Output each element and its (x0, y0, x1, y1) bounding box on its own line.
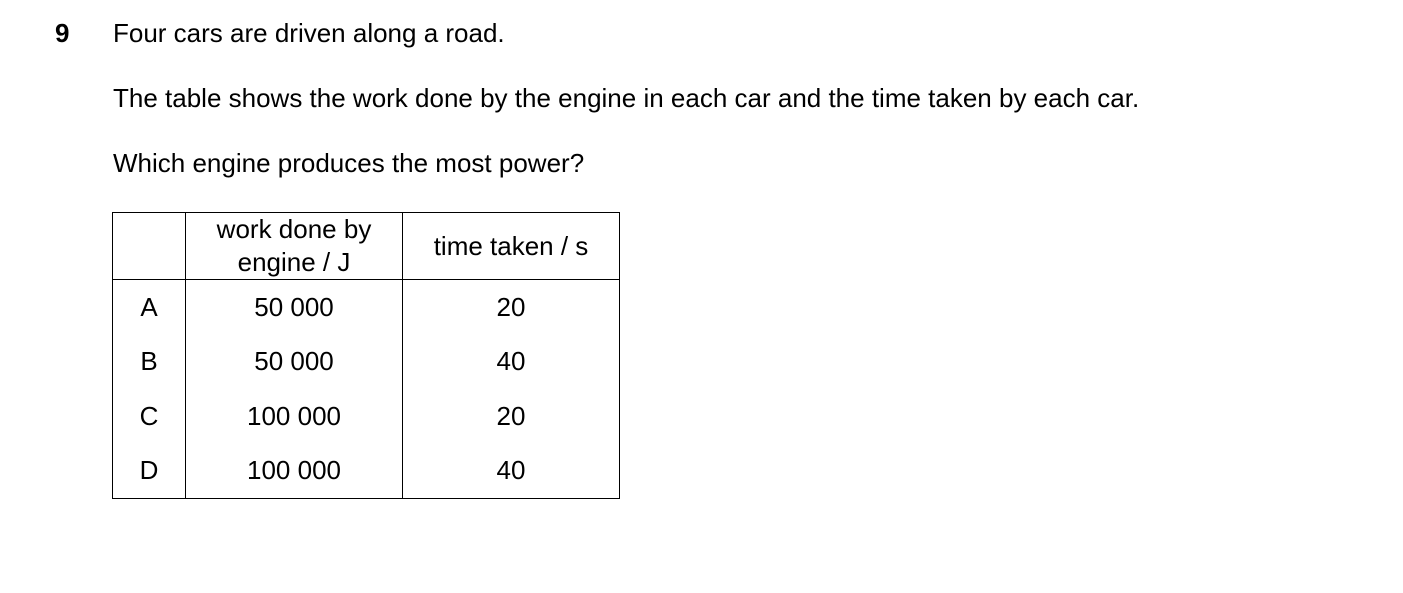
time-cell: 40 (403, 444, 620, 499)
table-header-row (113, 213, 620, 280)
data-table (112, 212, 620, 499)
question-text-line-1: Four cars are driven along a road. (113, 18, 505, 48)
table-row (113, 444, 620, 499)
header-work-done-line-2: engine / J (237, 247, 351, 277)
row-label: B (113, 335, 186, 390)
question-number: 9 (55, 18, 70, 48)
work-cell: 50 000 (186, 280, 403, 335)
time-cell: 40 (403, 335, 620, 390)
table-row (113, 389, 620, 444)
table-row (113, 335, 620, 390)
work-cell: 50 000 (186, 335, 403, 390)
row-label: C (113, 389, 186, 444)
work-cell: 100 000 (186, 444, 403, 499)
row-label: A (113, 280, 186, 335)
row-label: D (113, 444, 186, 499)
time-cell: 20 (403, 389, 620, 444)
header-empty-cell (113, 213, 186, 280)
question-text-line-2: The table shows the work done by the engine in each car and the time taken by each car. (113, 83, 1140, 113)
table-row (113, 280, 620, 335)
time-cell: 20 (403, 280, 620, 335)
header-work-done (186, 213, 403, 280)
work-cell: 100 000 (186, 389, 403, 444)
question-text-line-3: Which engine produces the most power? (113, 148, 585, 178)
header-time-taken: time taken / s (403, 213, 620, 280)
header-work-done-line-1: work done by (216, 214, 372, 244)
